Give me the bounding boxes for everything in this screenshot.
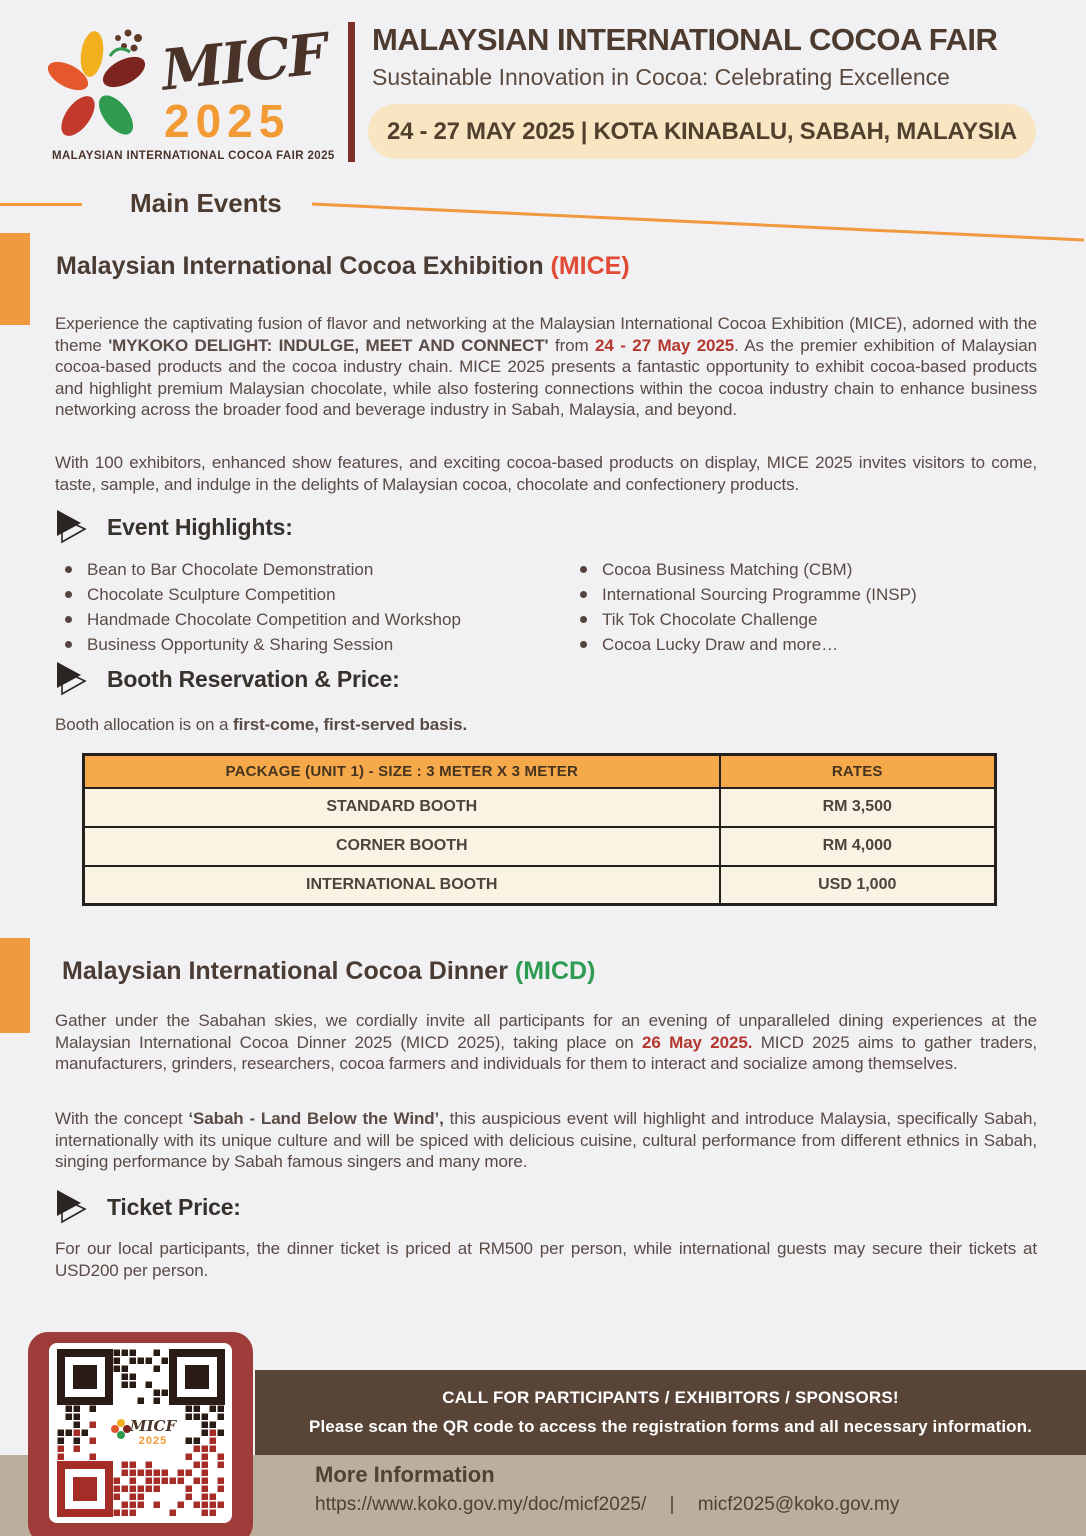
event-highlights-heading: [55, 508, 293, 546]
logo-micf-text: MICF: [158, 20, 329, 104]
booth-price-table: [82, 753, 997, 906]
cell-booth-type: CORNER BOOTH: [84, 827, 720, 866]
highlights-list-right: [575, 560, 917, 660]
contact-line: [315, 1494, 899, 1516]
list-item: International Sourcing Programme (INSP): [575, 585, 917, 605]
page-title: MALAYSIAN INTERNATIONAL COCOA FAIR: [372, 22, 998, 57]
double-right-arrow-icon: [55, 1188, 91, 1226]
list-item: Cocoa Lucky Draw and more…: [575, 635, 917, 655]
logo-caption-text: MALAYSIAN INTERNATIONAL COCOA FAIR 2025: [52, 150, 335, 162]
micd-paragraph-2: With the concept ‘Sabah - Land Below the Wind’, this auspicious event will highlight and introduce Malaysia, specifically Sabah, internationally with its unique culture and will be spiced with delicious cuisine, cultural performance from different ethnics in Sabah, singing performance by Sabah famous singers and many more.: [55, 1109, 1037, 1171]
column-header-package: PACKAGE (UNIT 1) - SIZE : 3 METER X 3 METER: [84, 755, 720, 788]
call-for-participants-text: CALL FOR PARTICIPANTS / EXHIBITORS / SPONSORS!: [442, 1388, 899, 1407]
event-highlights-label: Event Highlights:: [107, 513, 293, 540]
mice-paragraph-1: Experience the captivating fusion of flavor and networking at the Malaysian International Cocoa Exhibition (MICE), adorned with the theme 'MYKOKO DELIGHT: INDULGE, MEET AND CONNECT' from 24 - 27 May 2025. As the premier exhibition of Malaysian cocoa-based products and the cocoa industry chain. MICE 2025 presents a fantastic opportunity to exhibit cocoa-based products and highlight premium Malaysian chocolate, while also fostering connections within the cocoa industry chain to enhance business networking across the broader food and beverage industry in Sabah, Malaysia, and beyond.: [55, 314, 1037, 419]
list-item: Handmade Chocolate Competition and Workshop: [60, 610, 461, 630]
booth-reservation-heading: [55, 660, 400, 698]
svg-text:MICF: MICF: [129, 1417, 176, 1435]
micf-logo: [40, 12, 352, 164]
mice-abbr: (MICE): [550, 252, 630, 280]
ticket-price-heading: [55, 1188, 241, 1226]
cocoa-flower-icon: [40, 26, 160, 148]
scan-qr-instruction-text: Please scan the QR code to access the registration forms and all necessary information.: [309, 1417, 1032, 1436]
micd-section-title: [62, 957, 595, 986]
mice-section-marker: [0, 233, 30, 325]
micd-paragraph-1: Gather under the Sabahan skies, we cordially invite all participants for an evening of unparalleled dining experiences at the Malaysian International Cocoa Dinner 2025 (MICD 2025), taking place on 26 May 2025. MICD 2025 aims to gather traders, manufacturers, grinders, researchers, cocoa farmers and individuals for them to interact and socialize among themselves.: [55, 1011, 1037, 1073]
cell-rate: RM 4,000: [720, 827, 996, 866]
svg-text:2025: 2025: [138, 1435, 167, 1447]
cell-booth-type: INTERNATIONAL BOOTH: [84, 866, 720, 905]
booth-note: Booth allocation is on a first-come, first-served basis.: [55, 715, 468, 734]
table-row: [84, 866, 996, 905]
qr-code-panel: [49, 1343, 232, 1523]
double-right-arrow-icon: [55, 508, 91, 546]
list-item: Chocolate Sculpture Competition: [60, 585, 461, 605]
contact-separator: |: [669, 1494, 675, 1515]
micd-title-text: Malaysian International Cocoa Dinner: [62, 957, 515, 985]
contact-email-link[interactable]: micf2025@koko.gov.my: [697, 1494, 900, 1515]
date-location-banner: 24 - 27 MAY 2025 | KOTA KINABALU, SABAH, MALAYSIA: [368, 104, 1036, 159]
mice-title-text: Malaysian International Cocoa Exhibition: [56, 252, 551, 280]
main-events-right-line: [310, 198, 1086, 244]
micd-section-marker: [0, 938, 30, 1033]
ticket-price-label: Ticket Price:: [107, 1193, 241, 1220]
micd-abbr: (MICD): [514, 957, 596, 985]
cell-rate: RM 3,500: [720, 788, 996, 827]
mice-paragraph-2: With 100 exhibitors, enhanced show features, and exciting cocoa-based products on display, MICE 2025 invites visitors to come, taste, sample, and indulge in the delights of Malaysian cocoa, chocolate and confectionery products.: [55, 453, 1037, 494]
highlights-list-left: [60, 560, 461, 660]
more-information-label: More Information: [315, 1462, 495, 1487]
table-row: [84, 788, 996, 827]
main-events-left-line: [0, 203, 82, 206]
list-item: Tik Tok Chocolate Challenge: [575, 610, 917, 630]
table-row: [84, 827, 996, 866]
mice-section-title: [56, 252, 630, 281]
ticket-price-paragraph: For our local participants, the dinner ticket is priced at RM500 per person, while international guests may secure their tickets at USD200 per person.: [55, 1239, 1037, 1280]
booth-reservation-label: Booth Reservation & Price:: [107, 665, 400, 692]
main-events-heading: Main Events: [130, 188, 282, 218]
double-right-arrow-icon: [55, 660, 91, 698]
registration-url-link[interactable]: https://www.koko.gov.my/doc/micf2025/: [315, 1494, 647, 1515]
list-item: Cocoa Business Matching (CBM): [575, 560, 917, 580]
logo-year-text: 2025: [164, 95, 291, 147]
qr-code-frame: [28, 1332, 253, 1536]
header-divider-bar: [348, 22, 355, 162]
cell-rate: USD 1,000: [720, 866, 996, 905]
call-for-participants-band: [255, 1370, 1086, 1455]
cell-booth-type: STANDARD BOOTH: [84, 788, 720, 827]
table-header-row: [84, 755, 996, 788]
list-item: Bean to Bar Chocolate Demonstration: [60, 560, 461, 580]
page-subtitle: Sustainable Innovation in Cocoa: Celebrating Excellence: [372, 64, 950, 90]
qr-code: [57, 1349, 225, 1517]
column-header-rates: RATES: [720, 755, 996, 788]
list-item: Business Opportunity & Sharing Session: [60, 635, 461, 655]
